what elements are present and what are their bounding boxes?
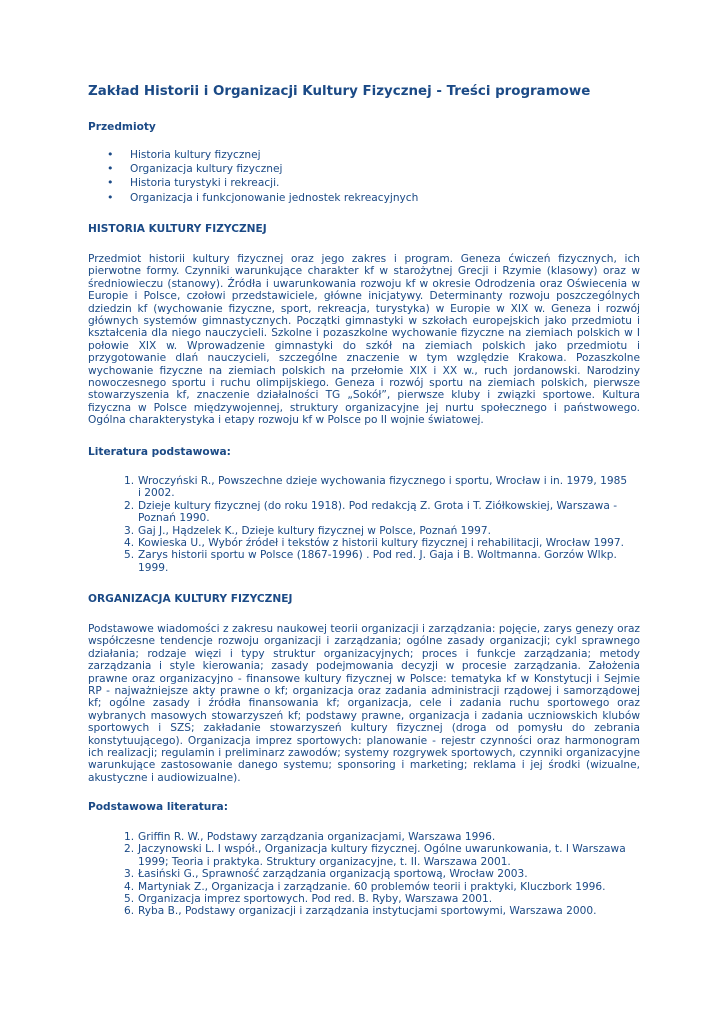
literature-entry: Łasiński G., Sprawność zarządzania organizacją sportową, Wrocław 2003. — [138, 868, 528, 881]
list-item: • Historia kultury fizycznej — [88, 149, 648, 163]
literature-entry: Gaj J., Hądzelek K., Dzieje kultury fizycznej w Polsce, Poznań 1997. — [138, 524, 492, 537]
organization-literature-heading: Podstawowa literatura: — [88, 801, 228, 813]
organization-paragraph: Podstawowe wiadomości z zakresu naukowej teorii organizacji i zarządzania: pojęcie, zarys genezy oraz współczesne tendencje rozwoju organizacji i zarządzania; ogólne zasady organizacji; cykl sprawnego działania; rodzaje więzi i typy struktur organizacyjnych; proces i funkcje zarządzania; metody zarządzania i style kierowania; zasady podejmowania decyzji w procesie zarządzania. Założenia prawne oraz organizacyjno - finansowe kultury fizycznej w Polsce: tematyka kf w Konstytucji i Sejmie RP - najważniejsze akty prawne o kf; organizacja oraz zadania administracji rządowej i samorządowej kf; ogólne zasady i źródła finansowania kf; organizacja, cele i zadania ruchu sportowego oraz wybranych masowych stowarzyszeń kf; podstawy prawne, organizacja i zadania uczniowskich klubów sportowych i SZS; zakładanie stowarzyszeń kultury fizycznej (droga od pomysłu do zebrania konstytuującego). Organizacja imprez sportowych: planowanie - rejestr czynności oraz harmonogram ich realizacji; regulamin i preliminarz zawodów; systemy rozgrywek sportowych, czynniki organizacyjne warunkujące zastosowanie danego systemu; sponsoring i marketing; reklama i jej środki (wizualne, akustyczne i audiowizualne). — [88, 623, 640, 784]
history-paragraph: Przedmiot historii kultury fizycznej oraz jego zakres i program. Geneza ćwiczeń fizycznych, ich pierwotne formy. Czynniki warunkujące charakter kf w starożytnej Grecji i Rzymie (klasowy) oraz w średniowieczu (stanowy). Źródła i uwarunkowania rozwoju kf w okresie Odrodzenia oraz Oświecenia w Europie i Polsce, czołowi przedstawiciele, główne inicjatywy. Determinanty rozwoju poszczególnych dziedzin kf (wychowanie fizyczne, sport, rekreacja, turystyka) w Europie w XIX w. Geneza i rozwój głównych systemów gimnastycznych. Początki gimnastyki w szkołach europejskich jako przedmiotu i kształcenia dla niego nauczycieli. Szkolne i pozaszkolne wychowanie fizyczne na ziemiach polskich w I połowie XIX w. Wprowadzenie gimnastyki do szkół na ziemiach polskich jako przedmiotu i przygotowanie dlań nauczycieli, szczególne znaczenie w tym względzie Krakowa. Pozaszkolne wychowanie fizyczne na ziemiach polskich na przełomie XIX i XX w., ruch jordanowski. Narodziny nowoczesnego sportu i ruchu olimpijskiego. Geneza i rozwój sportu na ziemiach polskich, pierwsze stowarzyszenia kf, znaczenie działalności TG „Sokół”, pierwsze kluby i związki sportowe. Kultura fizyczna w Polsce międzywojennej, struktury organizacyjne jej nurtu społecznego i państwowego. Ogólna charakterystyka i etapy rozwoju kf w Polsce po II wojnie światowej. — [88, 253, 640, 427]
list-item: 6. Ryba B., Podstawy organizacji i zarządzania instytucjami sportowymi, Warszawa 2000. — [124, 905, 597, 918]
literature-entry: Jaczynowski L. I współ., Organizacja kultury fizycznej. Ogólne uwarunkowania, t. I Warszawa 1999; Teoria i praktyka. Struktury organizacyjne, t. II. Warszawa 2001. — [138, 843, 626, 868]
list-item: 1. Griffin R. W., Podstawy zarządzania organizacjami, Warszawa 1996. — [124, 831, 496, 843]
list-item: 3. Łasiński G., Sprawność zarządzania organizacją sportową, Wrocław 2003. — [124, 868, 528, 881]
list-item: • Historia turystyki i rekreacji. — [88, 177, 648, 191]
literature-entry: Dzieje kultury fizycznej (do roku 1918). Pod redakcją Z. Grota i T. Ziółkowskiej, Warszawa - Poznań 1990. — [138, 499, 618, 525]
section-heading-history: HISTORIA KULTURY FIZYCZNEJ — [88, 223, 267, 235]
literature-entry: Wroczyński R., Powszechne dzieje wychowania fizycznego i sportu, Wrocław i in. 1979, 1985 i 2002. — [138, 475, 628, 500]
literature-entry: Organizacja imprez sportowych. Pod red. B. Ryby, Warszawa 2001. — [138, 893, 493, 906]
page-title: Zakład Historii i Organizacji Kultury Fizycznej - Treści programowe — [88, 84, 591, 99]
list-item: 2. Dzieje kultury fizycznej (do roku 1918). Pod redakcją Z. Grota i T. Ziółkowskiej, Warszawa - Poznań 1990. — [124, 499, 618, 525]
list-item: 5. Organizacja imprez sportowych. Pod red. B. Ryby, Warszawa 2001. — [124, 893, 493, 906]
literature-entry: Kowieska U., Wybór źródeł i tekstów z historii kultury fizycznej i rehabilitacji, Wrocław 1997. — [138, 537, 624, 550]
list-item: 3. Gaj J., Hądzelek K., Dzieje kultury fizycznej w Polsce, Poznań 1997. — [124, 524, 492, 537]
section-heading-organization: ORGANIZACJA KULTURY FIZYCZNEJ — [88, 593, 293, 605]
list-item: • Organizacja i funkcjonowanie jednostek rekreacyjnych — [88, 192, 648, 206]
history-literature-list — [88, 475, 628, 574]
list-item: 4. Martyniak Z., Organizacja i zarządzanie. 60 problemów teorii i praktyki, Kluczbork 1996. — [124, 880, 606, 893]
subjects-list — [88, 149, 648, 206]
list-item: 4. Kowieska U., Wybór źródeł i tekstów z historii kultury fizycznej i rehabilitacji, Wrocław 1997. — [124, 537, 624, 550]
history-literature-heading: Literatura podstawowa: — [88, 446, 231, 458]
list-item: • Organizacja kultury fizycznej — [88, 163, 648, 177]
literature-entry: Ryba B., Podstawy organizacji i zarządzania instytucjami sportowymi, Warszawa 2000. — [138, 905, 597, 918]
organization-literature-list — [88, 831, 628, 918]
list-item: 1. Wroczyński R., Powszechne dzieje wychowania fizycznego i sportu, Wrocław i in. 1979, 1985 i 2002. — [124, 475, 628, 500]
list-item: 2. Jaczynowski L. I współ., Organizacja kultury fizycznej. Ogólne uwarunkowania, t. I Warszawa 1999; Teoria i praktyka. Struktury organizacyjne, t. II. Warszawa 2001. — [124, 843, 626, 868]
literature-entry: Zarys historii sportu w Polsce (1867-1996) . Pod red. J. Gaja i B. Woltmanna. Gorzów Wlkp. 1999. — [138, 549, 617, 574]
list-item: 5. Zarys historii sportu w Polsce (1867-1996) . Pod red. J. Gaja i B. Woltmanna. Gorzów Wlkp. 1999. — [124, 549, 617, 574]
literature-entry: Griffin R. W., Podstawy zarządzania organizacjami, Warszawa 1996. — [138, 831, 496, 843]
literature-entry: Martyniak Z., Organizacja i zarządzanie. 60 problemów teorii i praktyki, Kluczbork 1996. — [138, 880, 606, 893]
subjects-heading: Przedmioty — [88, 121, 156, 133]
